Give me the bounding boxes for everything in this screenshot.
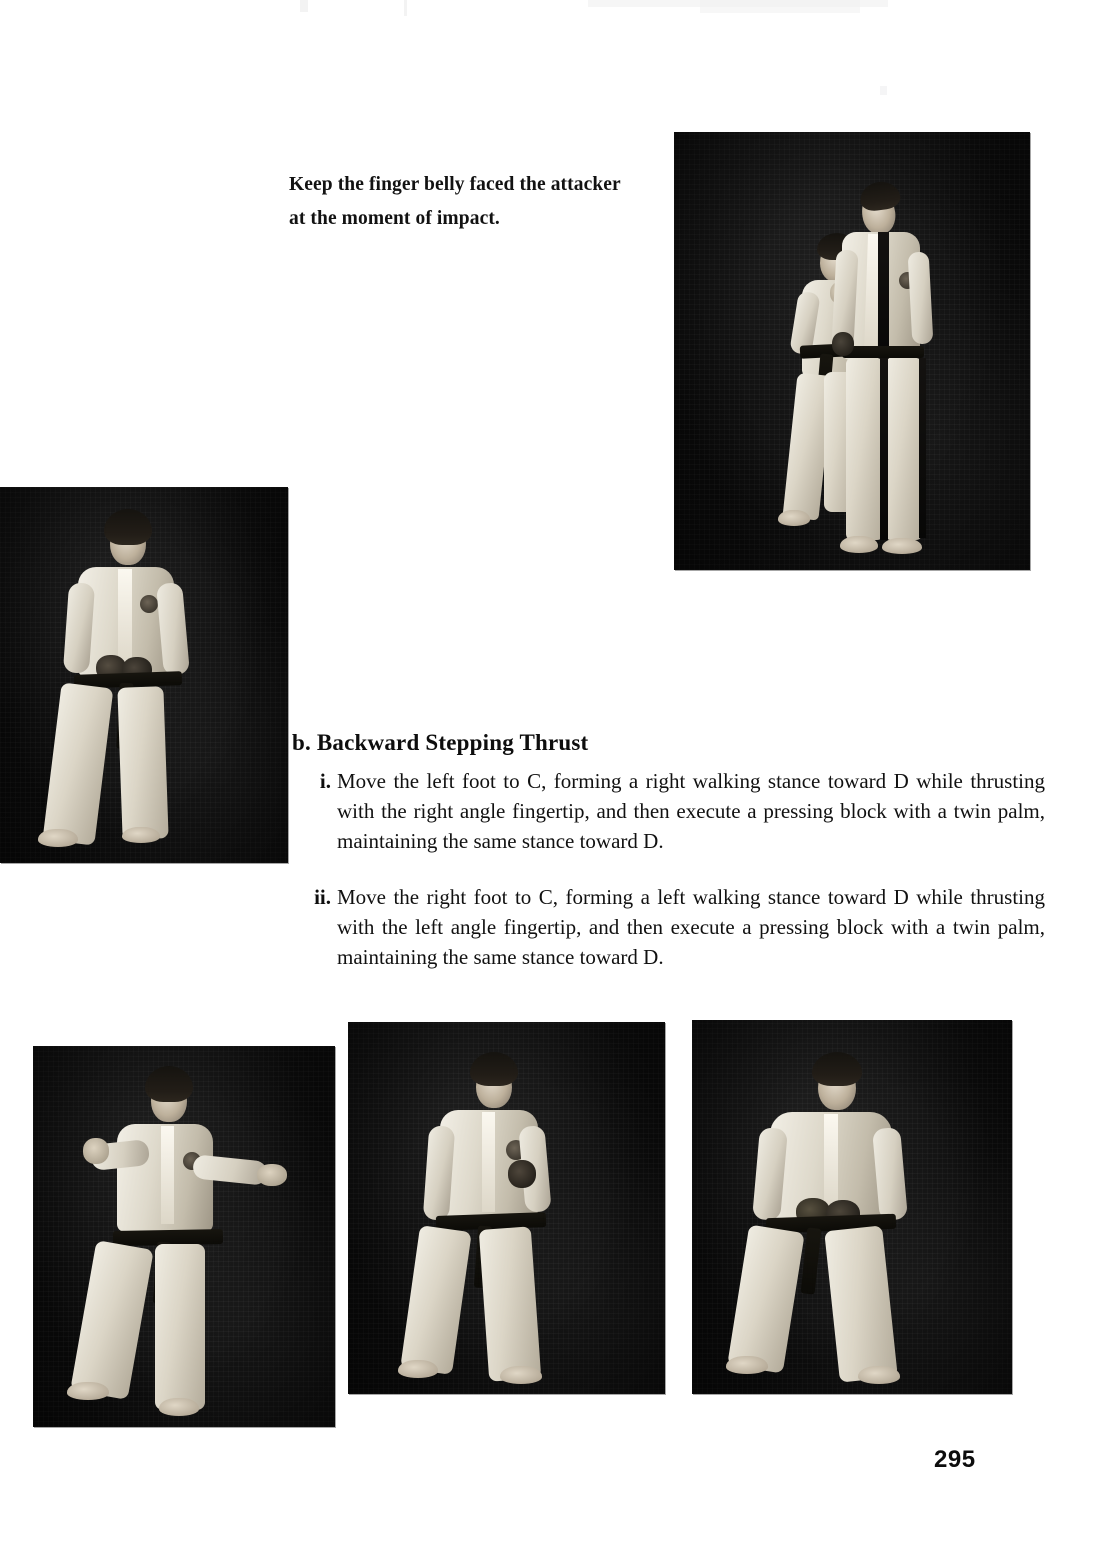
steps-list <box>285 766 1045 998</box>
scan-artifact <box>404 0 407 16</box>
step-item <box>285 882 1045 972</box>
scan-artifact <box>300 0 308 12</box>
scan-artifact <box>880 86 887 95</box>
photo-walking-stance-front <box>348 1022 665 1394</box>
photo-pressing-block-left <box>0 487 288 863</box>
photo-attacker-defender <box>674 132 1030 570</box>
step-marker: ii. <box>314 885 331 909</box>
scan-artifact <box>700 0 860 13</box>
photo-twin-palm-block <box>692 1020 1012 1394</box>
caption-line-1: Keep the finger belly faced the attacker <box>289 174 621 195</box>
scan-artifact <box>588 0 888 7</box>
step-marker: i. <box>319 769 331 793</box>
step-item <box>285 766 1045 856</box>
page-number: 295 <box>934 1446 976 1473</box>
photo-fingertip-thrust <box>33 1046 335 1427</box>
step-text: Move the left foot to C, forming a right walking stance toward D while thrusting with the right angle fingertip, and then execute a pressing block with a twin palm, maintaining the same stance toward D. <box>337 769 1045 853</box>
instruction-caption <box>289 168 679 236</box>
section-heading: b. Backward Stepping Thrust <box>292 730 589 755</box>
step-text: Move the right foot to C, forming a left walking stance toward D while thrusting with the left angle fingertip, and then execute a pressing block with a twin palm, maintaining the same stance toward D. <box>337 885 1045 969</box>
caption-line-2: at the moment of impact. <box>289 208 500 229</box>
